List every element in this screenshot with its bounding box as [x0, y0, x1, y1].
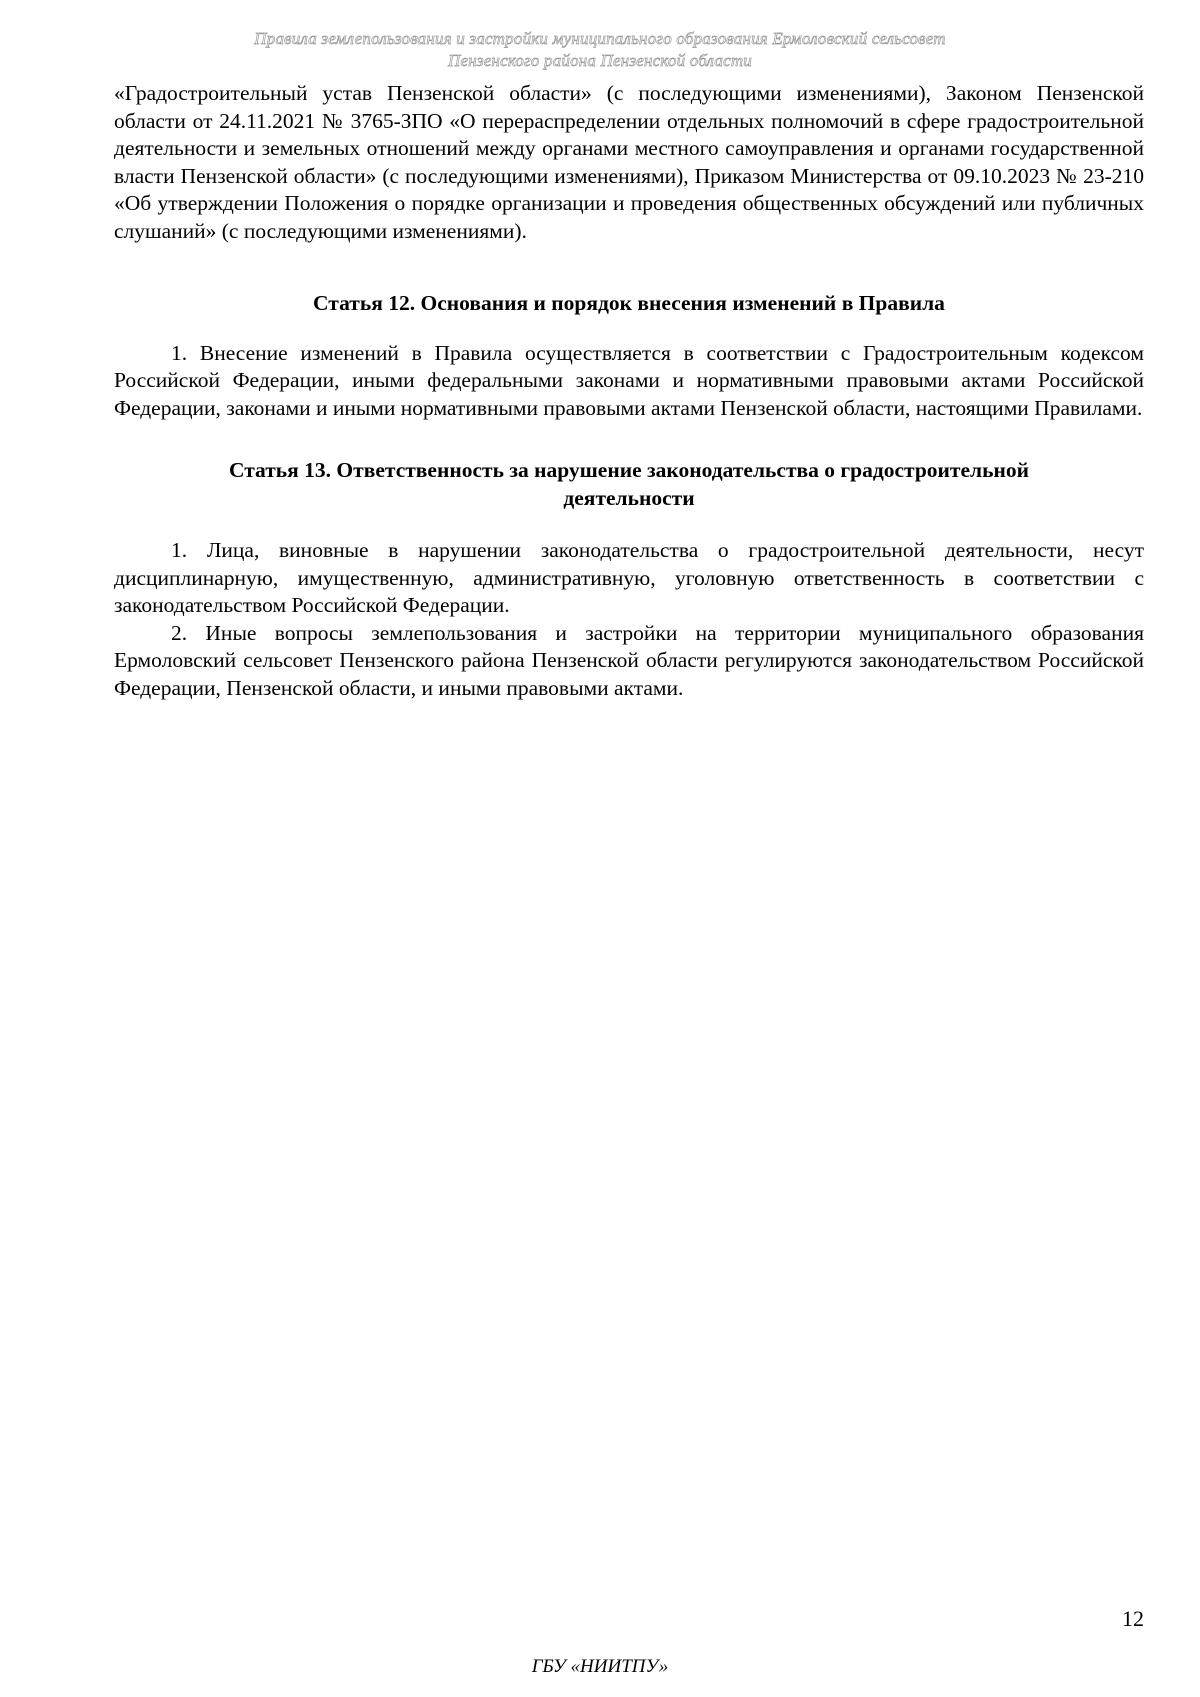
article-13-heading: [114, 457, 1144, 512]
article-13-heading-line-1: Статья 13. Ответственность за нарушение законодательства о градостроительной: [228, 458, 1029, 482]
article-13-paragraph-2: 2. Иные вопросы землепользования и застройки на территории муниципального образования Ермоловский сельсовет Пензенского района Пензенской области регулируются законодательством Российской Федерации, Пензенской области, и иными правовыми актами.: [114, 620, 1144, 700]
article-13-heading-line-2: деятельности: [563, 485, 695, 510]
page-number: 12: [1122, 1606, 1144, 1631]
document-body: [114, 80, 1144, 702]
page-footer: ГБУ «НИИТПУ»: [531, 1656, 669, 1677]
intro-paragraph: «Градостроительный устав Пензенской области» (с последующими изменениями), Законом Пензенской области от 24.11.2021 № 3765-ЗПО «О перераспределении отдельных полномочий в сфере градостроительной деятельности и земельных отношений между органами местного самоуправления и органами государственной власти Пензенской области» (с последующими изменениями), Приказом Министерства от 09.10.2023 № 23-210 «Об утверждении Положения о порядке организации и проведения общественных обсуждений или публичных слушаний» (с последующими изменениями).: [114, 81, 1144, 243]
running-header-line-1: Правила землепользования и застройки муниципального образования Ермоловский сельсовет: [254, 29, 946, 48]
article-12-paragraph-1: 1. Внесение изменений в Правила осуществляется в соответствии с Градостроительным кодексом Российской Федерации, иными федеральными законами и нормативными правовыми актами Российской Федерации, законами и иными нормативными правовыми актами Пензенской области, настоящими Правилами.: [114, 340, 1144, 420]
running-header-line-2: Пензенского района Пензенской области: [448, 51, 752, 70]
article-13-paragraph-1: 1. Лица, виновные в нарушении законодательства о градостроительной деятельности, несут дисциплинарную, имущественную, административную, уголовную ответственность в соответствии с законодательством Российской Федерации.: [114, 538, 1144, 617]
running-header: [0, 28, 1200, 72]
article-12-heading: Статья 12. Основания и порядок внесения изменений в Правила: [313, 291, 945, 315]
